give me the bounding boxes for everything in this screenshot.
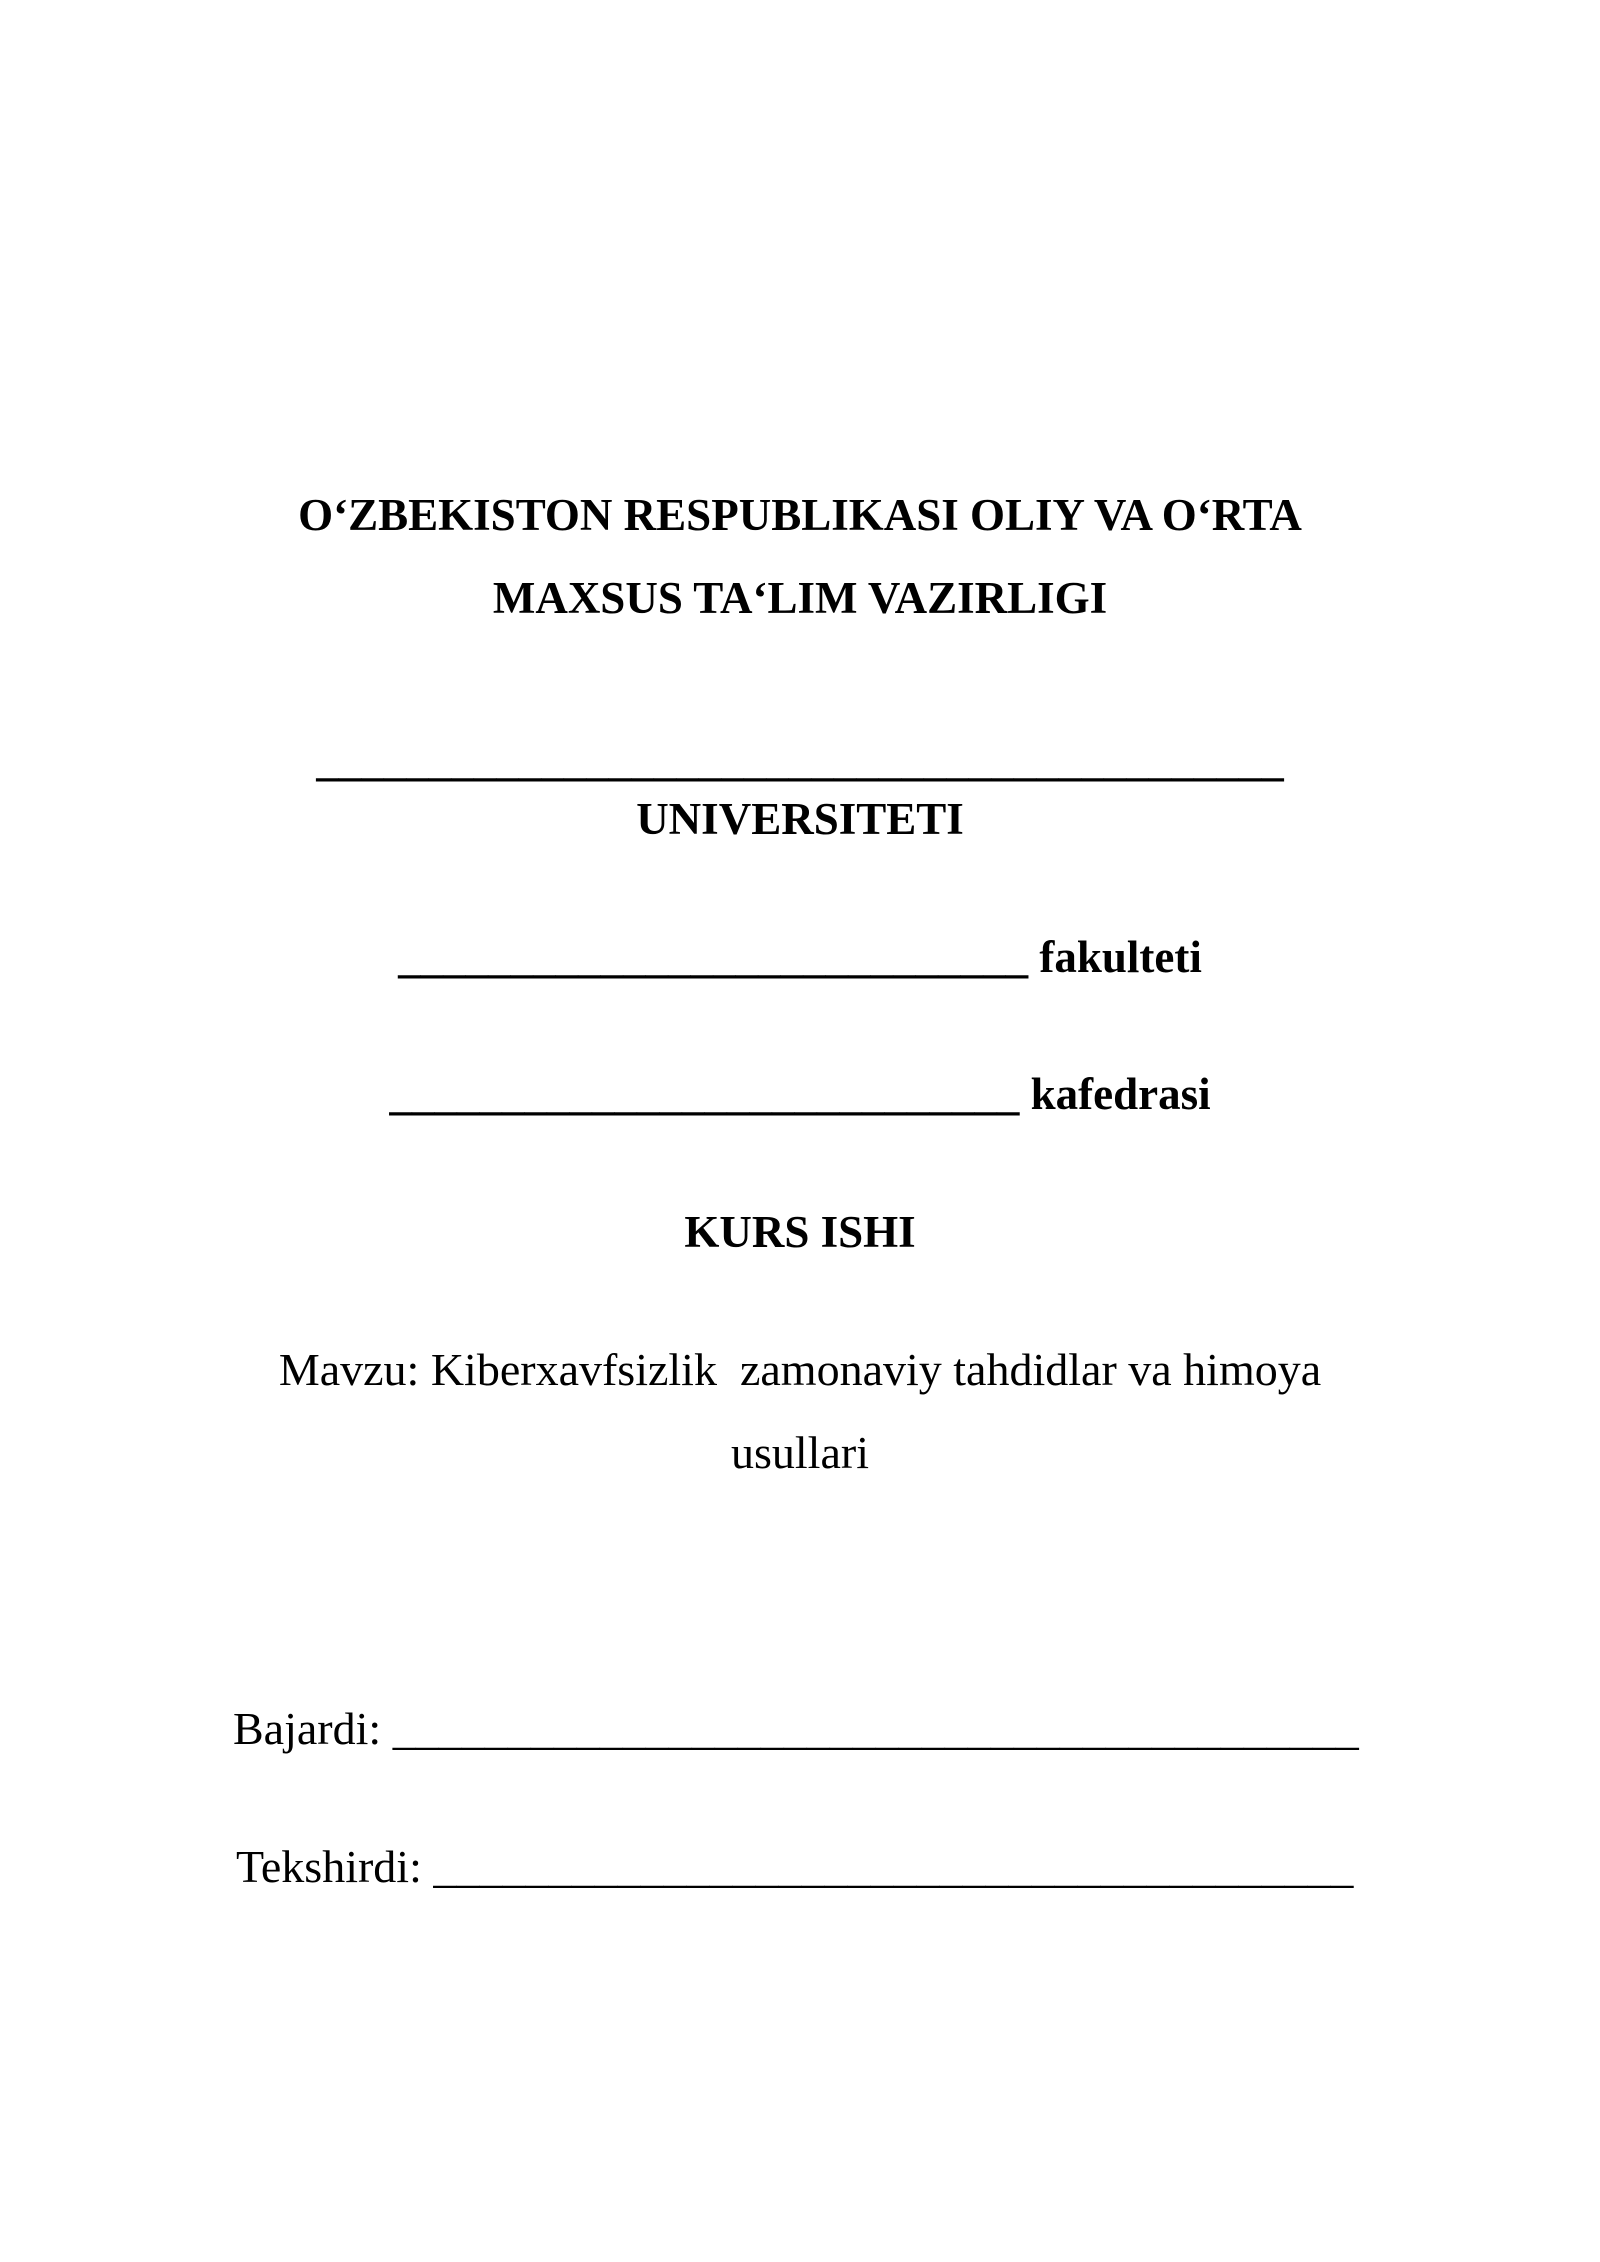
topic-line-1: Mavzu: Kiberxavfsizlik zamonaviy tahdidlar va himoya [278, 1344, 1322, 1395]
faculty-label: fakulteti [1039, 932, 1202, 982]
faculty-blank: ____________________________ [398, 932, 1029, 982]
checker-blank: ________________________________________ [433, 1841, 1354, 1892]
checker-label: Tekshirdi: [236, 1841, 422, 1892]
university-name-blank: ___________________________________________ [316, 735, 1284, 785]
executor-blank: __________________________________________ [392, 1703, 1359, 1754]
ministry-title-line-2: MAXSUS TA‘LIM VAZIRLIGI [492, 573, 1108, 623]
topic-line-2: usullari [731, 1427, 869, 1478]
checker-row [236, 1841, 1354, 1892]
department-label: kafedrasi [1030, 1069, 1211, 1119]
executor-row [233, 1703, 1359, 1754]
executor-label: Bajardi: [233, 1703, 382, 1754]
university-label: UNIVERSITETI [636, 794, 964, 844]
document-type: KURS ISHI [684, 1207, 916, 1257]
department-row [0, 1069, 1600, 1119]
department-blank: ____________________________ [389, 1069, 1020, 1119]
faculty-row [0, 932, 1600, 982]
ministry-title-line-1: O‘ZBEKISTON RESPUBLIKASI OLIY VA O‘RTA [298, 490, 1302, 540]
